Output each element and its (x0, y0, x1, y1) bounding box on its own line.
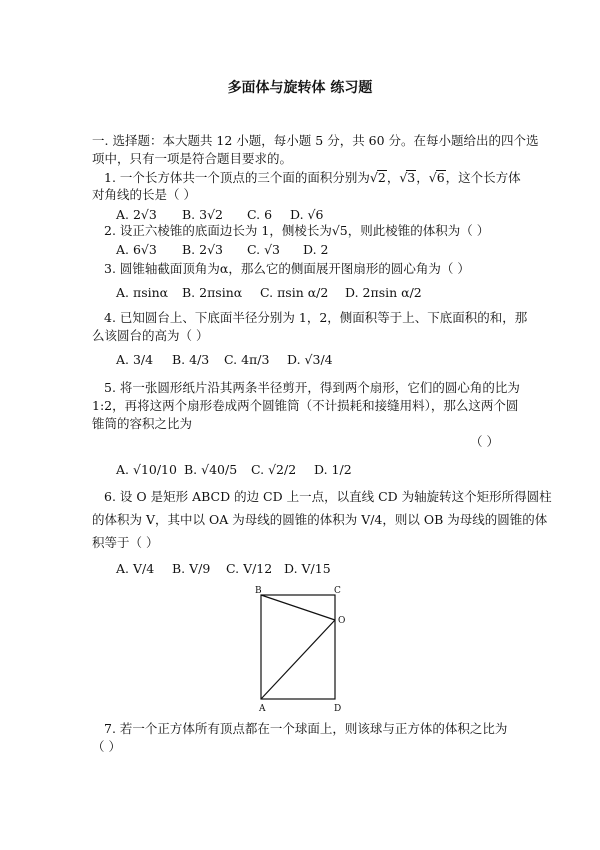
q5-answer-paren: （ ） (470, 434, 499, 449)
q6-option-c[interactable]: C. V/12 (226, 561, 273, 576)
q5-line-3: 锥筒的容积之比为 (92, 416, 193, 431)
q5-line-2: 1:2，再将这两个扇形卷成两个圆锥筒（不计损耗和接缝用料），那么这两个圆 (92, 398, 519, 413)
q1-line-2: 对角线的长是（ ） (92, 187, 196, 202)
label-a: A (259, 704, 266, 714)
q3-option-a[interactable]: A. πsinα (116, 285, 169, 300)
q4-option-a[interactable]: A. 3/4 (116, 352, 154, 367)
label-c: C (334, 586, 341, 596)
q4-line-1: 4. 已知圆台上、下底面半径分别为 1，2，侧面积等于上、下底面积的和，那 (104, 310, 528, 325)
q3-option-c[interactable]: C. πsin α/2 (260, 285, 329, 300)
q1-option-a[interactable]: A. 2√3 (116, 207, 157, 222)
q7-line-1: 7. 若一个正方体所有顶点都在一个球面上，则该球与正方体的体积之比为 (104, 721, 508, 736)
rectangle-figure (250, 585, 360, 715)
q2-text: 2. 设正六棱锥的底面边长为 1，侧棱长为√5，则此棱锥的体积为（ ） (104, 223, 490, 238)
q1-option-c[interactable]: C. 6 (247, 207, 273, 222)
q4-line-2: 么该圆台的高为（ ） (92, 328, 209, 343)
q5-option-d[interactable]: D. 1/2 (314, 462, 352, 477)
q5-option-b[interactable]: B. √40/5 (184, 462, 238, 477)
q1-option-d[interactable]: D. √6 (290, 207, 324, 222)
q1-text-b: ，这个长方体 (445, 170, 521, 185)
q7-line-2: （ ） (92, 739, 121, 754)
q5-line-1: 5. 将一张圆形纸片沿其两条半径剪开，得到两个扇形，它们的圆心角的比为 (104, 380, 520, 395)
q1-radicals: √2，√3，√6 (369, 170, 445, 185)
q2-option-c[interactable]: C. √3 (247, 242, 280, 257)
q3-option-b[interactable]: B. 2πsinα (182, 285, 243, 300)
q6-line-3: 积等于（ ） (92, 535, 159, 550)
q5-option-c[interactable]: C. √2/2 (251, 462, 297, 477)
q3-option-d[interactable]: D. 2πsin α/2 (345, 285, 422, 300)
segment-ao (261, 620, 335, 699)
q3-text: 3. 圆锥轴截面顶角为α，那么它的侧面展开图扇形的圆心角为（ ） (104, 261, 470, 276)
q6-option-d[interactable]: D. V/15 (284, 561, 331, 576)
page-title: 多面体与旋转体 练习题 (227, 80, 373, 96)
q6-line-1: 6. 设 O 是矩形 ABCD 的边 CD 上一点，以直线 CD 为轴旋转这个矩形所得圆柱 (104, 489, 552, 504)
q4-option-b[interactable]: B. 4/3 (172, 352, 210, 367)
q4-option-c[interactable]: C. 4π/3 (224, 352, 270, 367)
label-o: O (338, 616, 346, 626)
q6-line-2: 的体积为 V，其中以 OA 为母线的圆锥的体积为 V/4，则以 OB 为母线的圆锥的体 (92, 512, 548, 527)
q4-option-d[interactable]: D. √3/4 (287, 352, 333, 367)
q1-text-a: 1. 一个长方体共一个顶点的三个面的面积分别为 (104, 170, 370, 185)
intro-line-1: 一. 选择题：本大题共 12 小题，每小题 5 分，共 60 分。在每小题给出的四个选 (92, 133, 539, 148)
label-d: D (334, 704, 342, 714)
q6-option-a[interactable]: A. V/4 (116, 561, 155, 576)
q2-option-b[interactable]: B. 2√3 (182, 242, 224, 257)
label-b: B (255, 586, 262, 596)
segment-bo (261, 595, 335, 620)
q1-option-b[interactable]: B. 3√2 (182, 207, 224, 222)
q5-option-a[interactable]: A. √10/10 (116, 462, 177, 477)
q2-option-a[interactable]: A. 6√3 (116, 242, 157, 257)
intro-line-2: 项中，只有一项是符合题目要求的。 (92, 151, 293, 166)
q1-text (104, 170, 521, 186)
q2-option-d[interactable]: D. 2 (303, 242, 329, 257)
q6-option-b[interactable]: B. V/9 (172, 561, 211, 576)
rectangle-abcd (261, 595, 335, 699)
